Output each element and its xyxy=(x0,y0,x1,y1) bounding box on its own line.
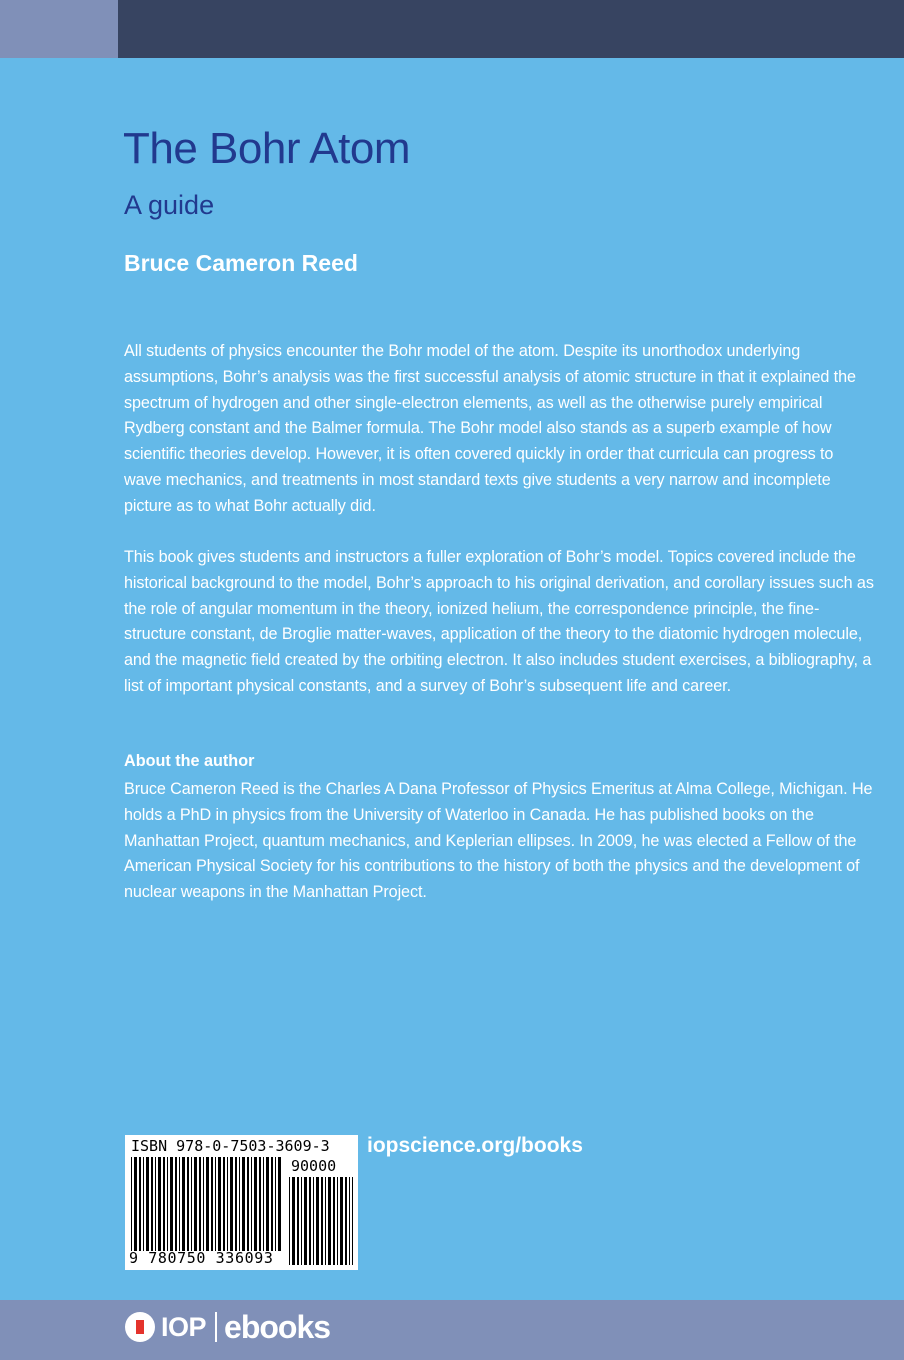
logo-divider xyxy=(215,1312,217,1342)
about-author-text: Bruce Cameron Reed is the Charles A Dana Professor of Physics Emeritus at Alma College, Michigan. He holds a PhD in physics from the University of Waterloo in Canada. He has published books on the Manhattan Project, quantum mechanics, and Keplerian ellipses. In 2009, he was elected a Fellow of the American Physical Society for his contributions to the history of both the physics and the development of nuclear weapons in the Manhattan Project. xyxy=(124,780,873,902)
barcode-addon-number: 90000 xyxy=(291,1157,337,1175)
website-link[interactable]: iopscience.org/books xyxy=(367,1134,583,1157)
barcode-bars-icon xyxy=(131,1157,281,1251)
publisher-logo xyxy=(125,1307,330,1347)
iop-logo-icon xyxy=(125,1312,155,1342)
about-author-heading: About the author xyxy=(124,752,255,770)
book-subtitle: A guide xyxy=(124,190,215,220)
isbn-label: ISBN 978-0-7503-3609-3 xyxy=(131,1137,330,1155)
book-title: The Bohr Atom xyxy=(123,124,410,173)
description-paragraph-1: All students of physics encounter the Bohr model of the atom. Despite its unorthodox underlying assumptions, Bohr’s analysis was the first successful analysis of atomic structure in that it explained the spectrum of hydrogen and other single-electron elements, as well as the otherwise purely empirical Rydberg constant and the Balmer formula. The Bohr model also stands as a superb example of how scientific theories develop. However, it is often covered quickly in order that curricula can progress to wave mechanics, and treatments in most standard texts give students a very narrow and incomplete picture as to what Bohr actually did. xyxy=(124,342,856,515)
description-paragraph-2: This book gives students and instructors a fuller exploration of Bohr’s model. Topics covered include the historical background to the model, Bohr’s approach to his original derivation, and corollary issues such as the role of angular momentum in the theory, ionized helium, the correspondence principle, the fine-structure constant, de Broglie matter-waves, application of the theory to the diatomic hydrogen molecule, and the magnetic field created by the orbiting electron. It also includes student exercises, a bibliography, a list of important physical constants, and a survey of Bohr’s subsequent life and career. xyxy=(124,548,874,695)
top-bar-accent xyxy=(0,0,118,58)
isbn-barcode xyxy=(125,1135,358,1270)
book-author: Bruce Cameron Reed xyxy=(124,250,358,276)
logo-iop-text: IOP xyxy=(161,1311,207,1342)
logo-ebooks-text: ebooks xyxy=(224,1308,331,1345)
barcode-addon-bars-icon xyxy=(289,1177,353,1265)
barcode-digits: 9 780750 336093 xyxy=(129,1249,274,1267)
top-bar xyxy=(118,0,904,58)
